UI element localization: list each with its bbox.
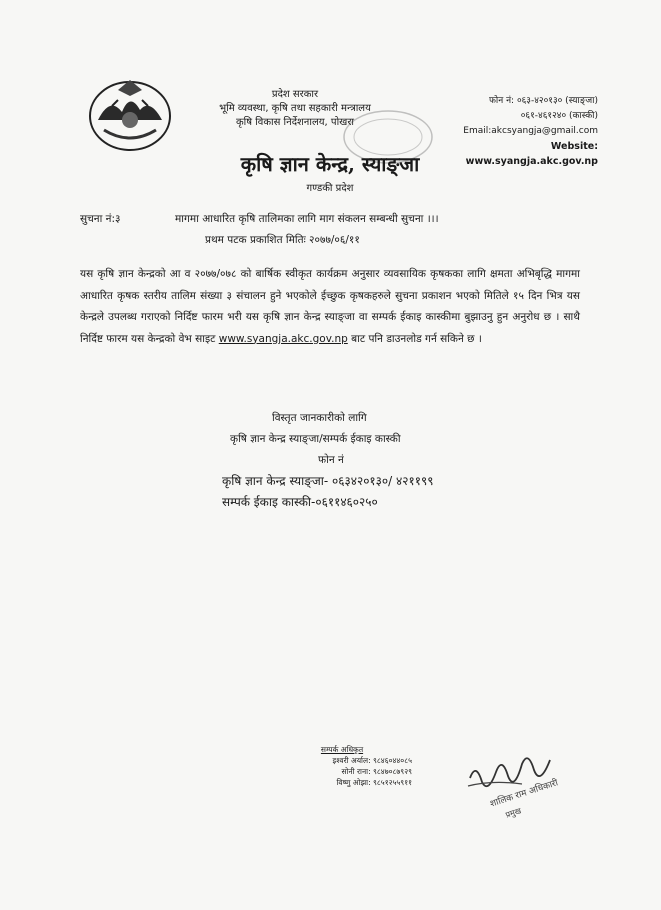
info-phone-kaski: सम्पर्क ईकाइ कास्की-०६११४६०२५० <box>222 495 378 509</box>
info-phone-label: फोन नं <box>318 454 344 466</box>
phone-line: ०६१-४६१२४० (कास्की) <box>520 111 598 121</box>
info-phone-syangja: कृषि ज्ञान केन्द्र स्याङ्जा- ०६३४२०१३०/ ४२११९९ <box>222 474 434 488</box>
website-text: Website: www.syangja.akc.gov.np <box>465 141 598 167</box>
province-name: गण्डकी प्रदेश <box>306 183 354 194</box>
phone-line: फोन नं: ०६३-४२०१३० (स्याङ्जा) <box>488 96 598 106</box>
body-tail: बाट पनि डाउनलोड गर्न सकिने छ । <box>351 332 482 345</box>
email-text: Email:akcsyangja@gmail.com <box>463 126 598 136</box>
gov-line: कृषि विकास निर्देशनालय, पोखरा <box>235 117 355 128</box>
contacts-title: सम्पर्क अधिकृत <box>320 745 364 754</box>
signatory-name: शालिक राम अधिकारी <box>488 778 560 810</box>
government-header <box>180 88 410 130</box>
website-link[interactable]: www.syangja.akc.gov.np <box>218 332 348 345</box>
notice-subject: मागमा आधारित कृषि तालिमका लागि माग संकलन सम्बन्धी सुचना ।।। <box>175 213 439 225</box>
info-offices: कृषि ज्ञान केन्द्र स्याङ्जा/सम्पर्क ईकाइ कास्की <box>230 433 401 445</box>
notice-body <box>80 264 580 350</box>
gov-line: भूमि व्यवस्था, कृषि तथा सहकारी मन्त्रालय <box>219 103 371 114</box>
notice-number: सुचना नं:३ <box>80 213 121 225</box>
government-emblem <box>88 76 172 152</box>
info-heading: विस्तृत जानकारीको लागि <box>272 412 367 424</box>
signatory-role: प्रमुख <box>504 806 523 820</box>
info-block <box>200 408 480 513</box>
body-text: यस कृषि ज्ञान केन्द्रको आ व २०७७/०७८ को बार्षिक स्वीकृत कार्यक्रम अनुसार व्यवसायिक कृषकका लागि क्षमता अभिबृद्धि मागमा आधारित कृषक स्तरीय तालिम संख्या ३ संचालन हुने भएकोले ईच्छुक कृषकहरुले सुचना प्रकाशन भएको मितिले १५ दिन भित्र यस केन्द्रले उपलब्ध गराएको निर्दिष्ट फारम भरी यस कृषि ज्ञान केन्द्र स्याङ्जा वा सम्पर्क ईकाइ कास्कीमा बुझाउनु हुन अनुरोध छ । साथै निर्दिष्ट फारम यस केन्द्रको वेभ साइट <box>80 268 580 345</box>
office-title: कृषि ज्ञान केन्द्र, स्याङ्जा <box>240 152 420 176</box>
contact-officers <box>272 744 412 788</box>
publication-date: प्रथम पटक प्रकाशित मितिः २०७७/०६/११ <box>205 234 360 246</box>
contact-person: विष्णु ओझा: ९८५१२५५९११ <box>336 778 412 787</box>
signature <box>462 742 572 822</box>
contact-person: सोनी राना: ९८४७०८७९२९ <box>341 767 412 776</box>
contact-person: इश्वरी अर्याल: ९८४६०४४०८५ <box>332 756 412 765</box>
gov-line: प्रदेश सरकार <box>271 89 319 100</box>
